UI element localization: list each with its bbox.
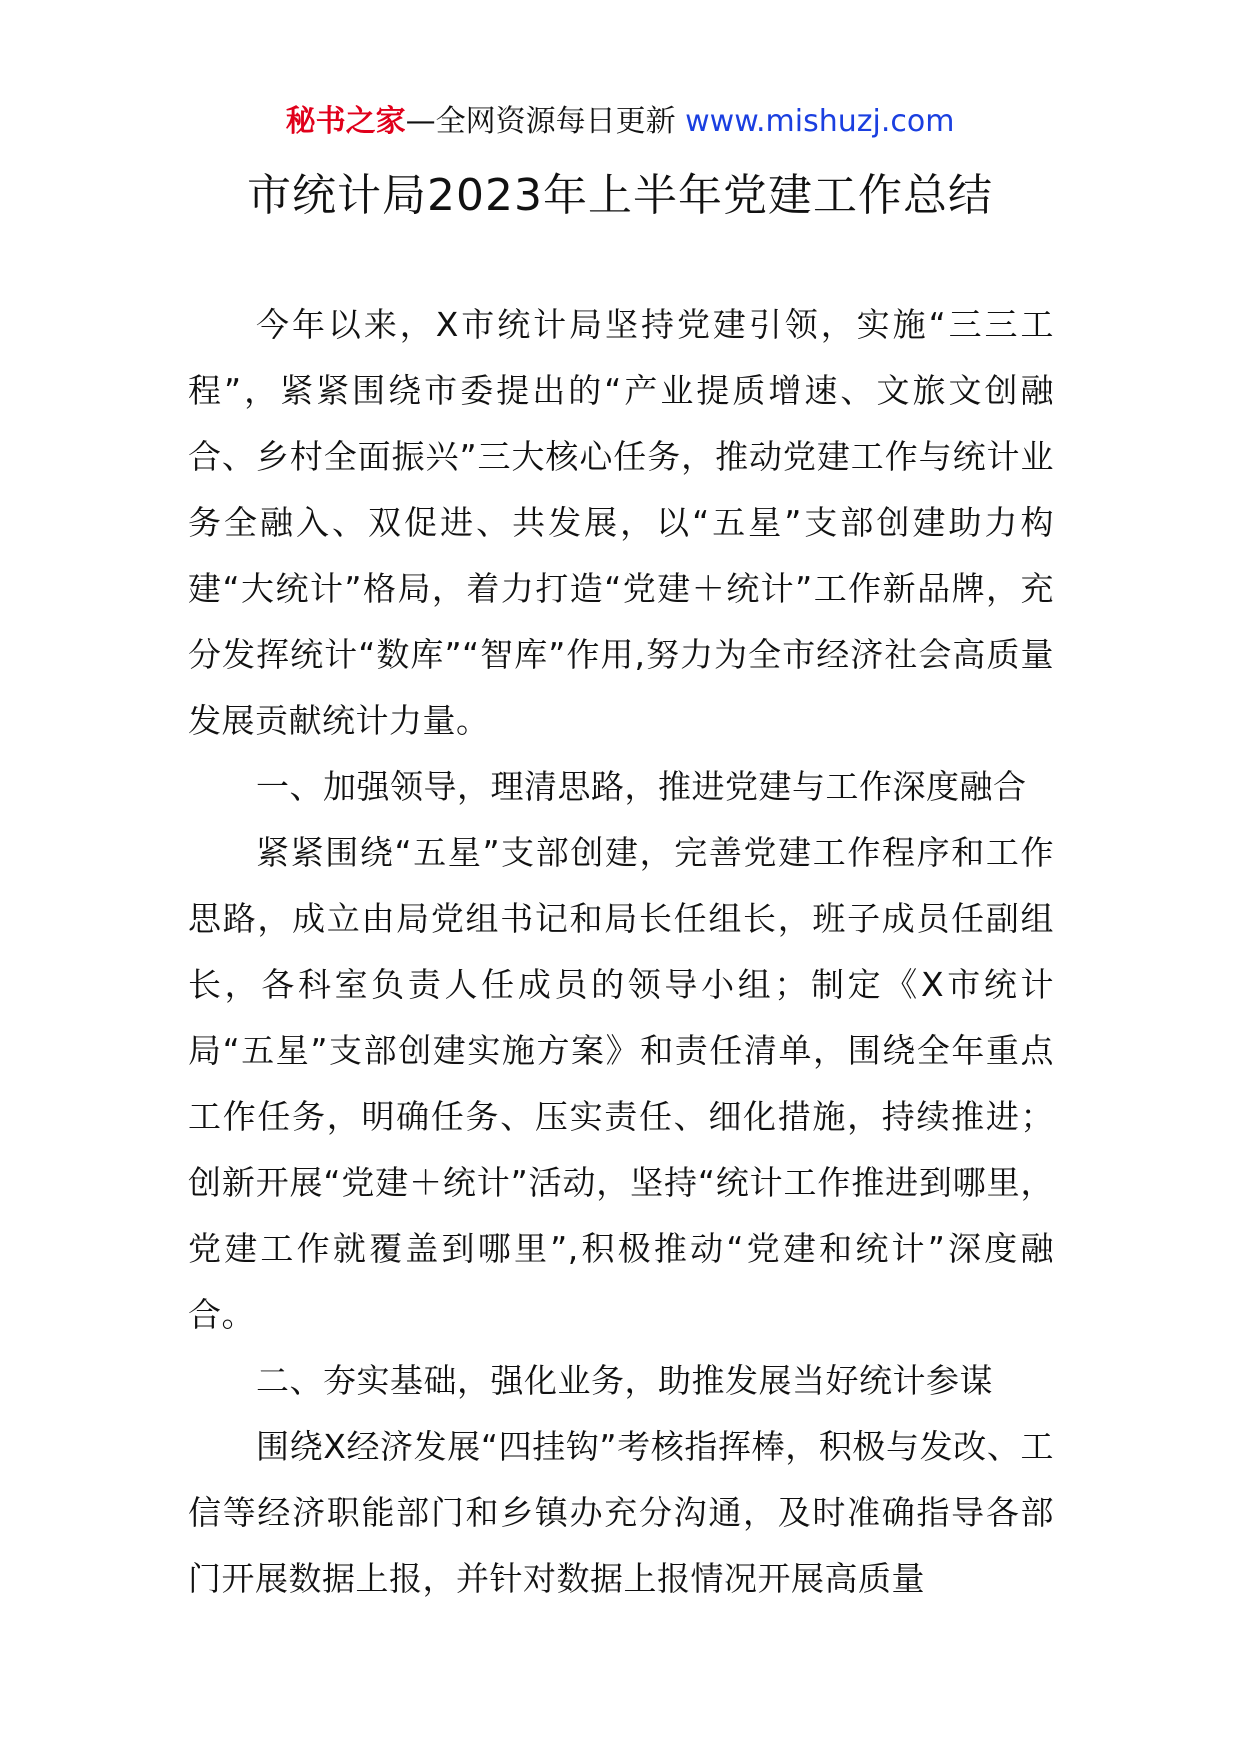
section-heading-1: 一、加强领导，理清思路，推进党建与工作深度融合	[256, 767, 1027, 806]
site-url-link[interactable]: www.mishuzj.com	[685, 104, 955, 139]
paragraph-section-1: 紧紧围绕“五星”支部创建，完善党建工作程序和工作思路，成立由局党组书记和局长任组长，班子成员任副组长，各科室负责人任成员的领导小组；制定《X市统计局“五星”支部创建实施方案》和责任清单，围绕全年重点工作任务，明确任务、压实责任、细化措施，持续推进；创新开展“党建＋统计”活动，坚持“统计工作推进到哪里，党建工作就覆盖到哪里”,积极推动“党建和统计”深度融合。	[188, 833, 1054, 1334]
banner-slogan: —全网资源每日更新	[405, 104, 676, 139]
section-heading-2: 二、夯实基础，强化业务，助推发展当好统计参谋	[256, 1361, 993, 1400]
document-title: 市统计局2023年上半年党建工作总结	[247, 170, 993, 221]
paragraph-section-2: 围绕X经济发展“四挂钩”考核指挥棒，积极与发改、工信等经济职能部门和乡镇办充分沟通，及时准确指导各部门开展数据上报，并针对数据上报情况开展高质量	[188, 1427, 1054, 1598]
brand-name: 秘书之家	[285, 104, 406, 139]
document-body	[188, 292, 1054, 1612]
site-banner	[0, 100, 1240, 144]
paragraph-intro: 今年以来，X市统计局坚持党建引领，实施“三三工程”，紧紧围绕市委提出的“产业提质增速、文旅文创融合、乡村全面振兴”三大核心任务，推动党建工作与统计业务全融入、双促进、共发展，以“五星”支部创建助力构建“大统计”格局，着力打造“党建＋统计”工作新品牌，充分发挥统计“数库”“智库”作用,努力为全市经济社会高质量发展贡献统计力量。	[188, 305, 1054, 740]
